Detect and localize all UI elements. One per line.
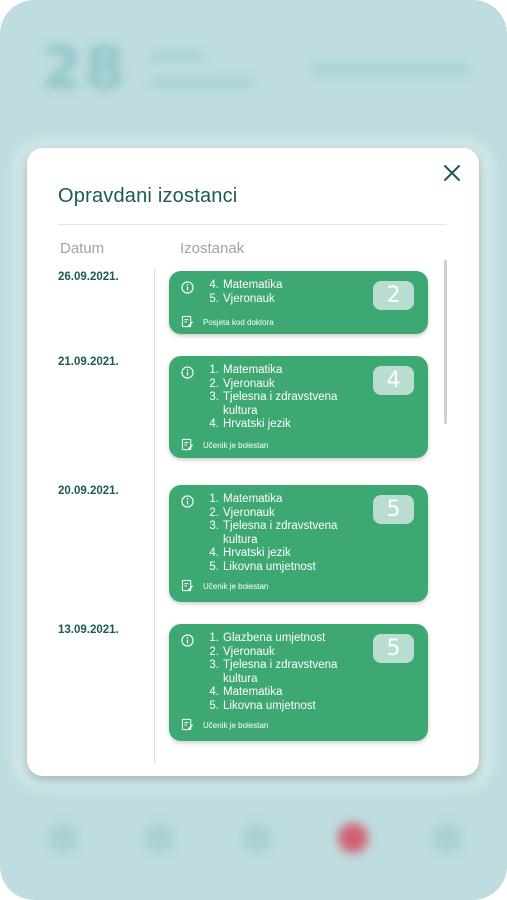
- title-divider: [58, 224, 447, 225]
- subject-item: 3. Tjelesna i zdravstvena kultura: [209, 391, 338, 417]
- subject-item: 5. Likovna umjetnost: [209, 560, 316, 573]
- info-icon: [181, 634, 194, 647]
- absence-count-badge: 5: [373, 634, 414, 663]
- timeline-divider: [154, 268, 155, 764]
- column-header-absence: Izostanak: [180, 240, 245, 257]
- close-icon: [439, 160, 465, 186]
- modal-title: Opravdani izostanci: [58, 185, 238, 207]
- subject-list: [204, 364, 358, 432]
- background-day-number: 28: [42, 34, 127, 102]
- absence-count-badge: 4: [373, 366, 414, 395]
- absence-count-badge: 2: [373, 281, 414, 310]
- absence-card[interactable]: [169, 356, 428, 458]
- subject-item: 1. Matematika: [209, 493, 283, 505]
- absence-card[interactable]: [169, 485, 428, 602]
- absence-count-badge: 5: [373, 495, 414, 524]
- note-edit-icon: [181, 315, 194, 328]
- subject-item: 3. Tjelesna i zdravstvena kultura: [209, 659, 338, 685]
- absence-reason: Učenik je bolestan: [203, 441, 269, 450]
- nav-home-icon: [48, 823, 78, 853]
- absence-reason: Učenik je bolestan: [203, 582, 269, 591]
- subject-list: [204, 493, 358, 574]
- entry-date: 21.09.2021.: [58, 356, 119, 368]
- close-button[interactable]: [439, 160, 465, 186]
- absence-card[interactable]: [169, 624, 428, 741]
- subject-item: 2. Vjeronauk: [209, 645, 275, 658]
- absence-card[interactable]: [169, 271, 428, 334]
- subject-list: [204, 632, 358, 713]
- subject-item: 3. Tjelesna i zdravstvena kultura: [209, 520, 338, 546]
- nav-heart-icon: [338, 823, 368, 853]
- subject-item: 2. Vjeronauk: [209, 506, 275, 519]
- excused-absences-modal: [27, 148, 479, 776]
- entry-date: 26.09.2021.: [58, 271, 119, 283]
- subject-item: 4. Hrvatski jezik: [209, 418, 291, 430]
- subject-list: [204, 279, 358, 306]
- info-icon: [181, 366, 194, 379]
- subject-item: 4. Matematika: [209, 686, 283, 698]
- scrollbar[interactable]: [444, 260, 447, 424]
- subject-item: 2. Vjeronauk: [209, 377, 275, 390]
- note-edit-icon: [181, 438, 194, 451]
- nav-user-icon: [432, 823, 462, 853]
- subject-item: 1. Glazbena umjetnost: [209, 632, 326, 644]
- note-edit-icon: [181, 718, 194, 731]
- subject-item: 4. Hrvatski jezik: [209, 547, 291, 559]
- absence-reason: Učenik je bolestan: [203, 721, 269, 730]
- entry-date: 13.09.2021.: [58, 624, 119, 636]
- subject-item: 1. Matematika: [209, 364, 283, 376]
- info-icon: [181, 281, 194, 294]
- nav-profile-icon: [242, 823, 272, 853]
- subject-item: 5. Likovna umjetnost: [209, 699, 316, 712]
- entry-date: 20.09.2021.: [58, 485, 119, 497]
- nav-calendar-icon: [144, 823, 174, 853]
- subject-item: 5. Vjeronauk: [209, 292, 275, 305]
- subject-item: 4. Matematika: [209, 279, 283, 291]
- info-icon: [181, 495, 194, 508]
- absence-reason: Posjeta kod doktora: [203, 318, 274, 327]
- column-header-date: Datum: [60, 240, 105, 257]
- note-edit-icon: [181, 579, 194, 592]
